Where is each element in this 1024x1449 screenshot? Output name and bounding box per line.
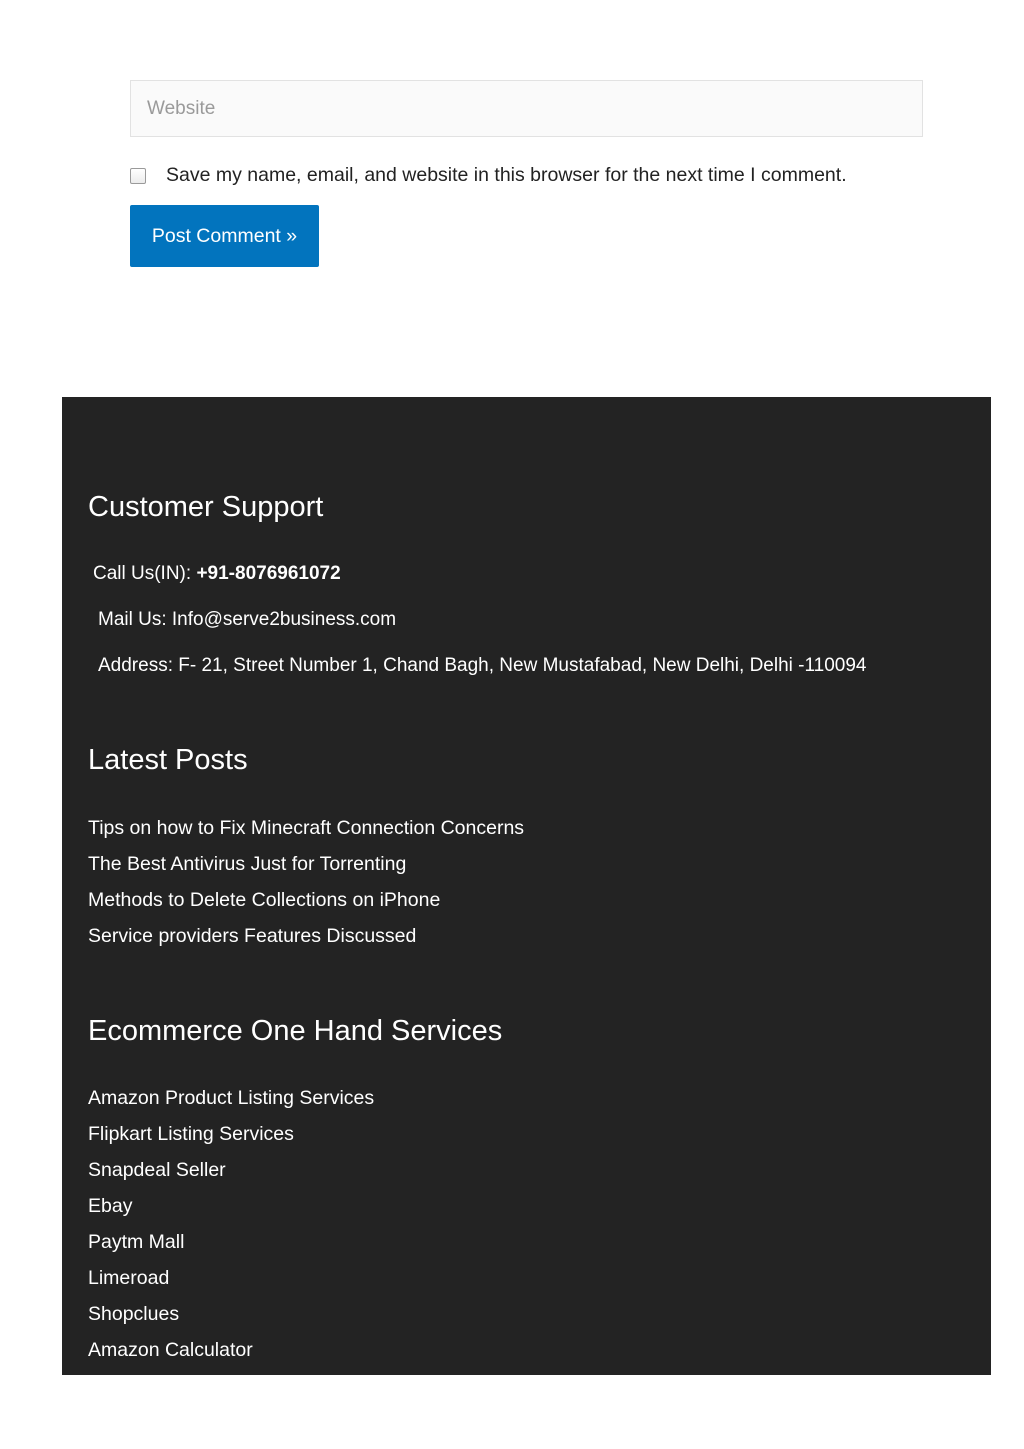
latest-posts-heading: Latest Posts [88,744,248,776]
service-link[interactable]: Flipkart Listing Services [88,1123,294,1145]
mail-us-line: Mail Us: Info@serve2business.com [98,609,397,630]
latest-post-link[interactable]: The Best Antivirus Just for Torrenting [88,853,407,875]
phone-number[interactable]: +91-8076961072 [196,563,341,584]
latest-post-link[interactable]: Methods to Delete Collections on iPhone [88,889,441,911]
service-link[interactable]: Paytm Mall [88,1231,185,1253]
save-details-label: Save my name, email, and website in this browser for the next time I comment. [166,164,847,186]
latest-post-link[interactable]: Service providers Features Discussed [88,925,417,947]
post-comment-button[interactable]: Post Comment » [130,205,319,267]
service-link[interactable]: Ebay [88,1195,133,1217]
save-details-checkbox[interactable] [130,168,146,184]
latest-post-link[interactable]: Tips on how to Fix Minecraft Connection Concerns [88,817,525,839]
site-footer [62,397,991,1375]
website-input[interactable] [130,80,923,137]
call-us-line [93,563,341,585]
service-link[interactable]: Limeroad [88,1267,170,1289]
customer-support-heading: Customer Support [88,491,324,523]
service-link[interactable]: Snapdeal Seller [88,1159,226,1181]
save-details-row [130,164,847,187]
call-us-label: Call Us(IN): [93,563,197,584]
service-link[interactable]: Shopclues [88,1303,180,1325]
address-line: Address: F- 21, Street Number 1, Chand Bagh, New Mustafabad, New Delhi, Delhi -110094 [98,655,867,676]
ecommerce-services-heading: Ecommerce One Hand Services [88,1015,503,1047]
service-link[interactable]: Amazon Product Listing Services [88,1087,375,1109]
service-link[interactable]: Amazon Calculator [88,1339,253,1361]
